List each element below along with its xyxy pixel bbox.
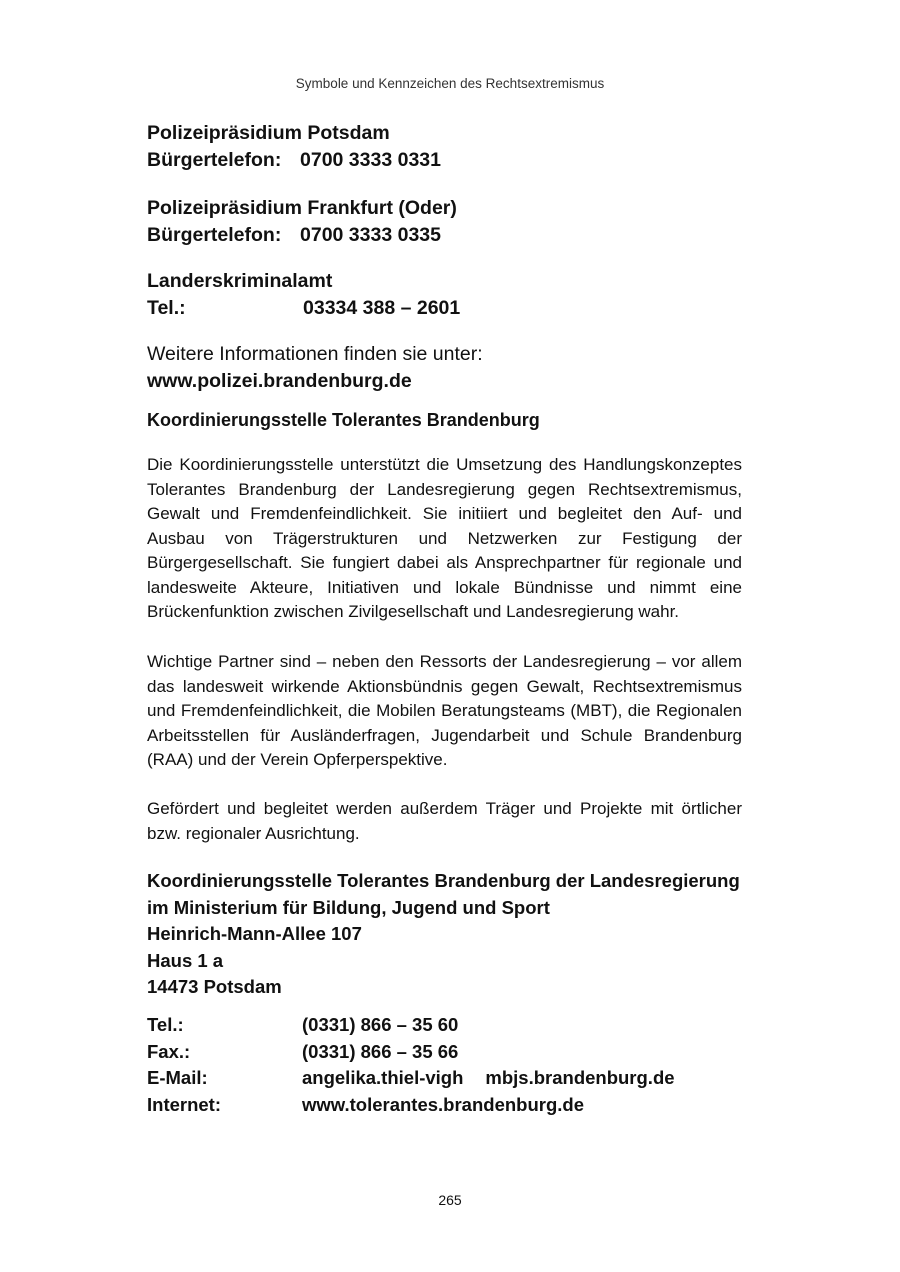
paragraph-3: Gefördert und begleitet werden außerdem Träger und Projekte mit örtlicher bzw. regionaler Ausrichtung. <box>147 799 742 843</box>
more-info-link[interactable]: www.polizei.brandenburg.de <box>147 370 412 392</box>
fax-row <box>147 1039 675 1066</box>
more-info-text: Weitere Informationen finden sie unter: <box>147 343 483 365</box>
contact-block-potsdam <box>147 120 441 174</box>
contact-phone-value: 0700 3333 0335 <box>300 224 441 246</box>
email-label: E-Mail: <box>147 1067 208 1088</box>
contact-phone-label: Tel.: <box>147 297 186 319</box>
tel-value: (0331) 866 – 35 60 <box>302 1014 459 1035</box>
contact-phone-label: Bürgertelefon: <box>147 149 282 171</box>
contact-name: Landerskriminalamt <box>147 270 333 292</box>
building: Haus 1 a <box>147 949 224 971</box>
tel-label: Tel.: <box>147 1014 184 1035</box>
email-row <box>147 1065 675 1092</box>
fax-value: (0331) 866 – 35 66 <box>302 1040 459 1062</box>
paragraph-1: Die Koordinierungsstelle unterstützt die Umsetzung des Handlungskonzeptes Tolerantes Brandenburg der Landesregierung gegen Rechtsextremismus, Gewalt und Fremdenfeindlichkeit. Sie initiiert und begleitet den Auf- und Ausbau von Trägerstrukturen und Netzwerken zur Festigung der Bürgergesellschaft. Sie fungiert dabei als Ansprechpartner für regionale und landesweite Akteure, Initiativen und lokale Bündnisse und nimmt eine Brückenfunktion zwischen Zivilgesellschaft und Landesregierung wahr. <box>147 455 742 621</box>
more-info-block <box>147 341 483 395</box>
running-header: Symbole und Kennzeichen des Rechtsextremismus <box>295 76 605 91</box>
page-number: 265 <box>438 1192 462 1208</box>
fax-label: Fax.: <box>147 1040 191 1062</box>
contact-phone-value: 03334 388 – 2601 <box>303 297 461 319</box>
internet-link[interactable]: www.tolerantes.brandenburg.de <box>302 1093 584 1115</box>
street: Heinrich-Mann-Allee 107 <box>147 923 362 944</box>
contact-name: Polizeipräsidium Potsdam <box>147 122 390 144</box>
contact-table <box>147 1012 675 1118</box>
org-name-line-1: Koordinierungsstelle Tolerantes Brandenburg der Landesregierung <box>147 870 740 891</box>
paragraph-2: Wichtige Partner sind – neben den Ressorts der Landesregierung – vor allem das landesweit wirkende Aktionsbündnis gegen Gewalt, Rechtsextremismus und Fremdenfeindlichkeit, die Mobilen Beratungsteams (MBT), die Regionalen Arbeitsstellen für Ausländerfragen, Jugendarbeit und Schule Brandenburg (RAA) und der Verein Opferperspektive. <box>147 652 742 769</box>
contact-block-lka <box>147 268 460 322</box>
org-name-line-2: im Ministerium für Bildung, Jugend und Sport <box>147 896 550 918</box>
internet-row <box>147 1092 675 1119</box>
email-user[interactable]: angelika.thiel-vigh <box>302 1067 464 1088</box>
contact-phone-value: 0700 3333 0331 <box>300 149 441 171</box>
contact-block-frankfurt <box>147 195 457 249</box>
contact-phone-label: Bürgertelefon: <box>147 224 282 246</box>
city: 14473 Potsdam <box>147 976 282 997</box>
contact-phone-row <box>147 222 457 249</box>
tel-row <box>147 1012 675 1039</box>
contact-phone-row <box>147 295 460 322</box>
section-title: Koordinierungsstelle Tolerantes Brandenburg <box>147 410 540 430</box>
email-domain[interactable]: mbjs.brandenburg.de <box>485 1067 675 1088</box>
internet-label: Internet: <box>147 1093 221 1115</box>
address-block <box>147 868 740 1001</box>
contact-phone-row <box>147 147 441 174</box>
contact-name: Polizeipräsidium Frankfurt (Oder) <box>147 197 457 219</box>
